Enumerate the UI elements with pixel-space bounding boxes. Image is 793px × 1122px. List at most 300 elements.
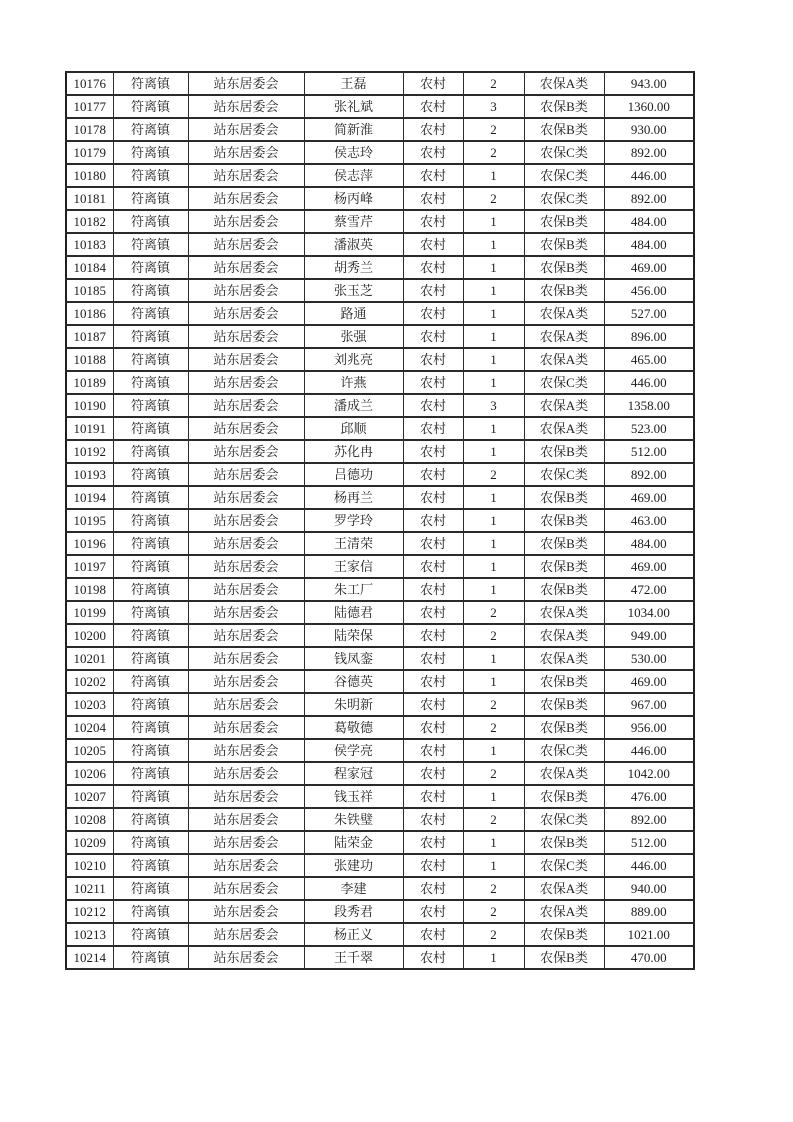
cell-insurance-category: 农保A类: [524, 624, 604, 647]
table-row: [66, 141, 694, 164]
cell-residence-type: 农村: [403, 440, 463, 463]
cell-insurance-category: 农保C类: [524, 463, 604, 486]
table-row: [66, 946, 694, 969]
cell-person-count: 1: [463, 739, 524, 762]
cell-committee: 站东居委会: [188, 509, 304, 532]
cell-residence-type: 农村: [403, 348, 463, 371]
cell-person-count: 2: [463, 877, 524, 900]
cell-person-count: 2: [463, 118, 524, 141]
cell-person-count: 1: [463, 325, 524, 348]
cell-committee: 站东居委会: [188, 95, 304, 118]
cell-insurance-category: 农保B类: [524, 279, 604, 302]
cell-person-count: 1: [463, 417, 524, 440]
cell-residence-type: 农村: [403, 118, 463, 141]
cell-amount: 896.00: [604, 325, 694, 348]
cell-record-id: 10184: [66, 256, 113, 279]
cell-town: 符离镇: [113, 279, 188, 302]
cell-person-count: 2: [463, 923, 524, 946]
table-row: [66, 877, 694, 900]
cell-person-count: 2: [463, 900, 524, 923]
table-row: [66, 394, 694, 417]
cell-town: 符离镇: [113, 854, 188, 877]
cell-town: 符离镇: [113, 371, 188, 394]
cell-person-name: 王磊: [304, 72, 403, 95]
cell-person-name: 钱玉祥: [304, 785, 403, 808]
cell-insurance-category: 农保B类: [524, 233, 604, 256]
cell-town: 符离镇: [113, 348, 188, 371]
cell-record-id: 10197: [66, 555, 113, 578]
cell-person-count: 1: [463, 440, 524, 463]
cell-record-id: 10176: [66, 72, 113, 95]
cell-person-count: 1: [463, 854, 524, 877]
cell-town: 符离镇: [113, 785, 188, 808]
cell-residence-type: 农村: [403, 95, 463, 118]
cell-amount: 512.00: [604, 831, 694, 854]
cell-record-id: 10208: [66, 808, 113, 831]
cell-person-name: 杨正义: [304, 923, 403, 946]
cell-record-id: 10211: [66, 877, 113, 900]
cell-committee: 站东居委会: [188, 394, 304, 417]
cell-person-name: 王千翠: [304, 946, 403, 969]
table-row: [66, 900, 694, 923]
cell-town: 符离镇: [113, 463, 188, 486]
cell-town: 符离镇: [113, 716, 188, 739]
cell-person-name: 王家信: [304, 555, 403, 578]
cell-committee: 站东居委会: [188, 739, 304, 762]
cell-residence-type: 农村: [403, 72, 463, 95]
cell-committee: 站东居委会: [188, 371, 304, 394]
cell-town: 符离镇: [113, 325, 188, 348]
cell-town: 符离镇: [113, 164, 188, 187]
cell-insurance-category: 农保B类: [524, 670, 604, 693]
cell-amount: 470.00: [604, 946, 694, 969]
cell-amount: 967.00: [604, 693, 694, 716]
cell-amount: 889.00: [604, 900, 694, 923]
cell-insurance-category: 农保C类: [524, 739, 604, 762]
cell-person-count: 1: [463, 946, 524, 969]
cell-person-count: 2: [463, 187, 524, 210]
cell-amount: 446.00: [604, 164, 694, 187]
cell-committee: 站东居委会: [188, 256, 304, 279]
cell-insurance-category: 农保A类: [524, 647, 604, 670]
cell-residence-type: 农村: [403, 900, 463, 923]
cell-residence-type: 农村: [403, 578, 463, 601]
cell-committee: 站东居委会: [188, 831, 304, 854]
cell-town: 符离镇: [113, 417, 188, 440]
cell-amount: 956.00: [604, 716, 694, 739]
cell-town: 符离镇: [113, 210, 188, 233]
cell-committee: 站东居委会: [188, 233, 304, 256]
cell-insurance-category: 农保C类: [524, 854, 604, 877]
cell-town: 符离镇: [113, 233, 188, 256]
payment-table-body: [66, 72, 694, 969]
cell-town: 符离镇: [113, 141, 188, 164]
cell-town: 符离镇: [113, 693, 188, 716]
table-row: [66, 302, 694, 325]
cell-person-name: 葛敬德: [304, 716, 403, 739]
cell-town: 符离镇: [113, 187, 188, 210]
cell-residence-type: 农村: [403, 256, 463, 279]
cell-town: 符离镇: [113, 647, 188, 670]
cell-residence-type: 农村: [403, 532, 463, 555]
cell-person-count: 1: [463, 785, 524, 808]
cell-person-name: 刘兆亮: [304, 348, 403, 371]
cell-amount: 446.00: [604, 371, 694, 394]
cell-insurance-category: 农保B类: [524, 831, 604, 854]
cell-committee: 站东居委会: [188, 210, 304, 233]
cell-record-id: 10209: [66, 831, 113, 854]
cell-amount: 484.00: [604, 210, 694, 233]
cell-insurance-category: 农保B类: [524, 95, 604, 118]
cell-insurance-category: 农保C类: [524, 187, 604, 210]
table-row: [66, 762, 694, 785]
table-row: [66, 187, 694, 210]
table-row: [66, 95, 694, 118]
table-row: [66, 739, 694, 762]
cell-committee: 站东居委会: [188, 923, 304, 946]
cell-amount: 892.00: [604, 808, 694, 831]
cell-record-id: 10195: [66, 509, 113, 532]
cell-record-id: 10201: [66, 647, 113, 670]
table-row: [66, 348, 694, 371]
table-row: [66, 72, 694, 95]
cell-town: 符离镇: [113, 739, 188, 762]
cell-residence-type: 农村: [403, 279, 463, 302]
cell-person-count: 2: [463, 762, 524, 785]
cell-town: 符离镇: [113, 808, 188, 831]
table-row: [66, 256, 694, 279]
cell-insurance-category: 农保B类: [524, 693, 604, 716]
cell-town: 符离镇: [113, 601, 188, 624]
cell-amount: 512.00: [604, 440, 694, 463]
cell-town: 符离镇: [113, 762, 188, 785]
cell-committee: 站东居委会: [188, 601, 304, 624]
cell-residence-type: 农村: [403, 233, 463, 256]
table-row: [66, 578, 694, 601]
cell-person-name: 胡秀兰: [304, 256, 403, 279]
cell-residence-type: 农村: [403, 601, 463, 624]
cell-amount: 446.00: [604, 854, 694, 877]
cell-town: 符离镇: [113, 440, 188, 463]
cell-residence-type: 农村: [403, 210, 463, 233]
cell-amount: 1360.00: [604, 95, 694, 118]
cell-person-count: 1: [463, 555, 524, 578]
table-row: [66, 440, 694, 463]
cell-record-id: 10199: [66, 601, 113, 624]
cell-amount: 1034.00: [604, 601, 694, 624]
cell-committee: 站东居委会: [188, 72, 304, 95]
cell-record-id: 10207: [66, 785, 113, 808]
cell-insurance-category: 农保A类: [524, 900, 604, 923]
cell-insurance-category: 农保B类: [524, 509, 604, 532]
cell-residence-type: 农村: [403, 785, 463, 808]
cell-insurance-category: 农保B类: [524, 785, 604, 808]
table-row: [66, 118, 694, 141]
cell-person-name: 张玉芝: [304, 279, 403, 302]
table-row: [66, 279, 694, 302]
table-row: [66, 509, 694, 532]
cell-residence-type: 农村: [403, 417, 463, 440]
cell-record-id: 10182: [66, 210, 113, 233]
cell-record-id: 10212: [66, 900, 113, 923]
cell-person-name: 张强: [304, 325, 403, 348]
cell-person-name: 谷德英: [304, 670, 403, 693]
cell-town: 符离镇: [113, 95, 188, 118]
cell-person-count: 1: [463, 578, 524, 601]
cell-insurance-category: 农保C类: [524, 371, 604, 394]
cell-person-count: 1: [463, 486, 524, 509]
cell-person-name: 潘淑英: [304, 233, 403, 256]
cell-person-name: 杨再兰: [304, 486, 403, 509]
cell-amount: 1358.00: [604, 394, 694, 417]
cell-person-count: 1: [463, 532, 524, 555]
cell-amount: 469.00: [604, 670, 694, 693]
cell-record-id: 10187: [66, 325, 113, 348]
cell-insurance-category: 农保B类: [524, 532, 604, 555]
cell-committee: 站东居委会: [188, 187, 304, 210]
cell-person-count: 3: [463, 394, 524, 417]
cell-person-count: 1: [463, 210, 524, 233]
cell-person-name: 杨丙峰: [304, 187, 403, 210]
cell-committee: 站东居委会: [188, 279, 304, 302]
cell-insurance-category: 农保B类: [524, 256, 604, 279]
table-row: [66, 555, 694, 578]
cell-residence-type: 农村: [403, 831, 463, 854]
cell-record-id: 10183: [66, 233, 113, 256]
cell-record-id: 10181: [66, 187, 113, 210]
cell-record-id: 10179: [66, 141, 113, 164]
table-row: [66, 716, 694, 739]
cell-residence-type: 农村: [403, 555, 463, 578]
cell-insurance-category: 农保B类: [524, 486, 604, 509]
table-row: [66, 647, 694, 670]
cell-person-name: 罗学玲: [304, 509, 403, 532]
cell-person-name: 吕德功: [304, 463, 403, 486]
cell-amount: 456.00: [604, 279, 694, 302]
cell-person-name: 张礼斌: [304, 95, 403, 118]
cell-residence-type: 农村: [403, 693, 463, 716]
cell-committee: 站东居委会: [188, 670, 304, 693]
cell-town: 符离镇: [113, 624, 188, 647]
cell-insurance-category: 农保B类: [524, 210, 604, 233]
cell-amount: 446.00: [604, 739, 694, 762]
cell-committee: 站东居委会: [188, 118, 304, 141]
cell-town: 符离镇: [113, 670, 188, 693]
cell-insurance-category: 农保A类: [524, 417, 604, 440]
table-row: [66, 624, 694, 647]
cell-person-name: 张建功: [304, 854, 403, 877]
cell-person-name: 陆德君: [304, 601, 403, 624]
cell-town: 符离镇: [113, 877, 188, 900]
cell-committee: 站东居委会: [188, 762, 304, 785]
cell-committee: 站东居委会: [188, 463, 304, 486]
cell-residence-type: 农村: [403, 463, 463, 486]
cell-amount: 930.00: [604, 118, 694, 141]
cell-town: 符离镇: [113, 509, 188, 532]
cell-residence-type: 农村: [403, 716, 463, 739]
cell-person-count: 2: [463, 601, 524, 624]
cell-committee: 站东居委会: [188, 624, 304, 647]
cell-insurance-category: 农保B类: [524, 555, 604, 578]
cell-residence-type: 农村: [403, 923, 463, 946]
cell-committee: 站东居委会: [188, 440, 304, 463]
cell-town: 符离镇: [113, 555, 188, 578]
cell-insurance-category: 农保A类: [524, 762, 604, 785]
cell-record-id: 10185: [66, 279, 113, 302]
cell-record-id: 10204: [66, 716, 113, 739]
table-row: [66, 693, 694, 716]
payment-table: [65, 71, 695, 970]
cell-amount: 476.00: [604, 785, 694, 808]
table-row: [66, 210, 694, 233]
cell-person-name: 陆荣保: [304, 624, 403, 647]
table-row: [66, 785, 694, 808]
cell-person-name: 段秀君: [304, 900, 403, 923]
cell-record-id: 10194: [66, 486, 113, 509]
cell-town: 符离镇: [113, 302, 188, 325]
cell-person-name: 许燕: [304, 371, 403, 394]
cell-committee: 站东居委会: [188, 348, 304, 371]
table-row: [66, 923, 694, 946]
cell-person-count: 2: [463, 141, 524, 164]
cell-person-count: 2: [463, 72, 524, 95]
table-row: [66, 854, 694, 877]
cell-amount: 465.00: [604, 348, 694, 371]
cell-record-id: 10190: [66, 394, 113, 417]
cell-person-name: 路通: [304, 302, 403, 325]
cell-insurance-category: 农保A类: [524, 72, 604, 95]
cell-committee: 站东居委会: [188, 900, 304, 923]
cell-record-id: 10202: [66, 670, 113, 693]
cell-amount: 523.00: [604, 417, 694, 440]
cell-insurance-category: 农保B类: [524, 946, 604, 969]
cell-residence-type: 农村: [403, 394, 463, 417]
cell-person-name: 王清荣: [304, 532, 403, 555]
cell-town: 符离镇: [113, 923, 188, 946]
cell-residence-type: 农村: [403, 877, 463, 900]
cell-committee: 站东居委会: [188, 877, 304, 900]
cell-amount: 949.00: [604, 624, 694, 647]
cell-insurance-category: 农保B类: [524, 578, 604, 601]
cell-record-id: 10189: [66, 371, 113, 394]
cell-residence-type: 农村: [403, 486, 463, 509]
cell-amount: 527.00: [604, 302, 694, 325]
cell-town: 符离镇: [113, 72, 188, 95]
cell-committee: 站东居委会: [188, 532, 304, 555]
cell-town: 符离镇: [113, 118, 188, 141]
cell-person-count: 1: [463, 348, 524, 371]
table-row: [66, 233, 694, 256]
cell-town: 符离镇: [113, 578, 188, 601]
cell-committee: 站东居委会: [188, 417, 304, 440]
cell-person-count: 1: [463, 256, 524, 279]
table-row: [66, 831, 694, 854]
cell-amount: 892.00: [604, 187, 694, 210]
cell-record-id: 10214: [66, 946, 113, 969]
cell-person-count: 2: [463, 693, 524, 716]
cell-residence-type: 农村: [403, 762, 463, 785]
cell-record-id: 10177: [66, 95, 113, 118]
cell-amount: 1042.00: [604, 762, 694, 785]
cell-person-count: 2: [463, 716, 524, 739]
cell-town: 符离镇: [113, 532, 188, 555]
cell-town: 符离镇: [113, 900, 188, 923]
cell-record-id: 10205: [66, 739, 113, 762]
cell-insurance-category: 农保B类: [524, 716, 604, 739]
cell-amount: 472.00: [604, 578, 694, 601]
cell-person-count: 2: [463, 624, 524, 647]
cell-person-name: 朱明新: [304, 693, 403, 716]
table-row: [66, 601, 694, 624]
cell-person-count: 2: [463, 463, 524, 486]
cell-residence-type: 农村: [403, 808, 463, 831]
cell-amount: 940.00: [604, 877, 694, 900]
cell-committee: 站东居委会: [188, 946, 304, 969]
cell-committee: 站东居委会: [188, 716, 304, 739]
cell-amount: 1021.00: [604, 923, 694, 946]
cell-person-count: 1: [463, 302, 524, 325]
cell-residence-type: 农村: [403, 854, 463, 877]
cell-person-count: 1: [463, 233, 524, 256]
cell-insurance-category: 农保B类: [524, 118, 604, 141]
cell-record-id: 10180: [66, 164, 113, 187]
cell-person-name: 陆荣金: [304, 831, 403, 854]
table-row: [66, 417, 694, 440]
cell-record-id: 10192: [66, 440, 113, 463]
table-row: [66, 463, 694, 486]
table-row: [66, 486, 694, 509]
cell-town: 符离镇: [113, 256, 188, 279]
cell-person-name: 苏化冉: [304, 440, 403, 463]
cell-person-count: 1: [463, 279, 524, 302]
cell-committee: 站东居委会: [188, 164, 304, 187]
cell-record-id: 10196: [66, 532, 113, 555]
cell-committee: 站东居委会: [188, 578, 304, 601]
cell-record-id: 10186: [66, 302, 113, 325]
cell-insurance-category: 农保B类: [524, 923, 604, 946]
cell-amount: 469.00: [604, 486, 694, 509]
cell-residence-type: 农村: [403, 946, 463, 969]
cell-committee: 站东居委会: [188, 325, 304, 348]
cell-record-id: 10210: [66, 854, 113, 877]
cell-insurance-category: 农保A类: [524, 394, 604, 417]
cell-person-name: 侯志萍: [304, 164, 403, 187]
cell-amount: 469.00: [604, 555, 694, 578]
cell-person-name: 李建: [304, 877, 403, 900]
cell-person-name: 程家冠: [304, 762, 403, 785]
cell-residence-type: 农村: [403, 187, 463, 210]
cell-person-count: 1: [463, 670, 524, 693]
table-row: [66, 532, 694, 555]
cell-residence-type: 农村: [403, 164, 463, 187]
cell-person-count: 2: [463, 808, 524, 831]
cell-person-count: 1: [463, 647, 524, 670]
cell-record-id: 10193: [66, 463, 113, 486]
cell-record-id: 10213: [66, 923, 113, 946]
cell-committee: 站东居委会: [188, 555, 304, 578]
cell-person-count: 1: [463, 371, 524, 394]
cell-amount: 943.00: [604, 72, 694, 95]
table-row: [66, 325, 694, 348]
cell-insurance-category: 农保C类: [524, 141, 604, 164]
cell-residence-type: 农村: [403, 371, 463, 394]
cell-amount: 530.00: [604, 647, 694, 670]
cell-person-count: 1: [463, 509, 524, 532]
cell-residence-type: 农村: [403, 624, 463, 647]
cell-record-id: 10188: [66, 348, 113, 371]
cell-residence-type: 农村: [403, 325, 463, 348]
cell-town: 符离镇: [113, 831, 188, 854]
